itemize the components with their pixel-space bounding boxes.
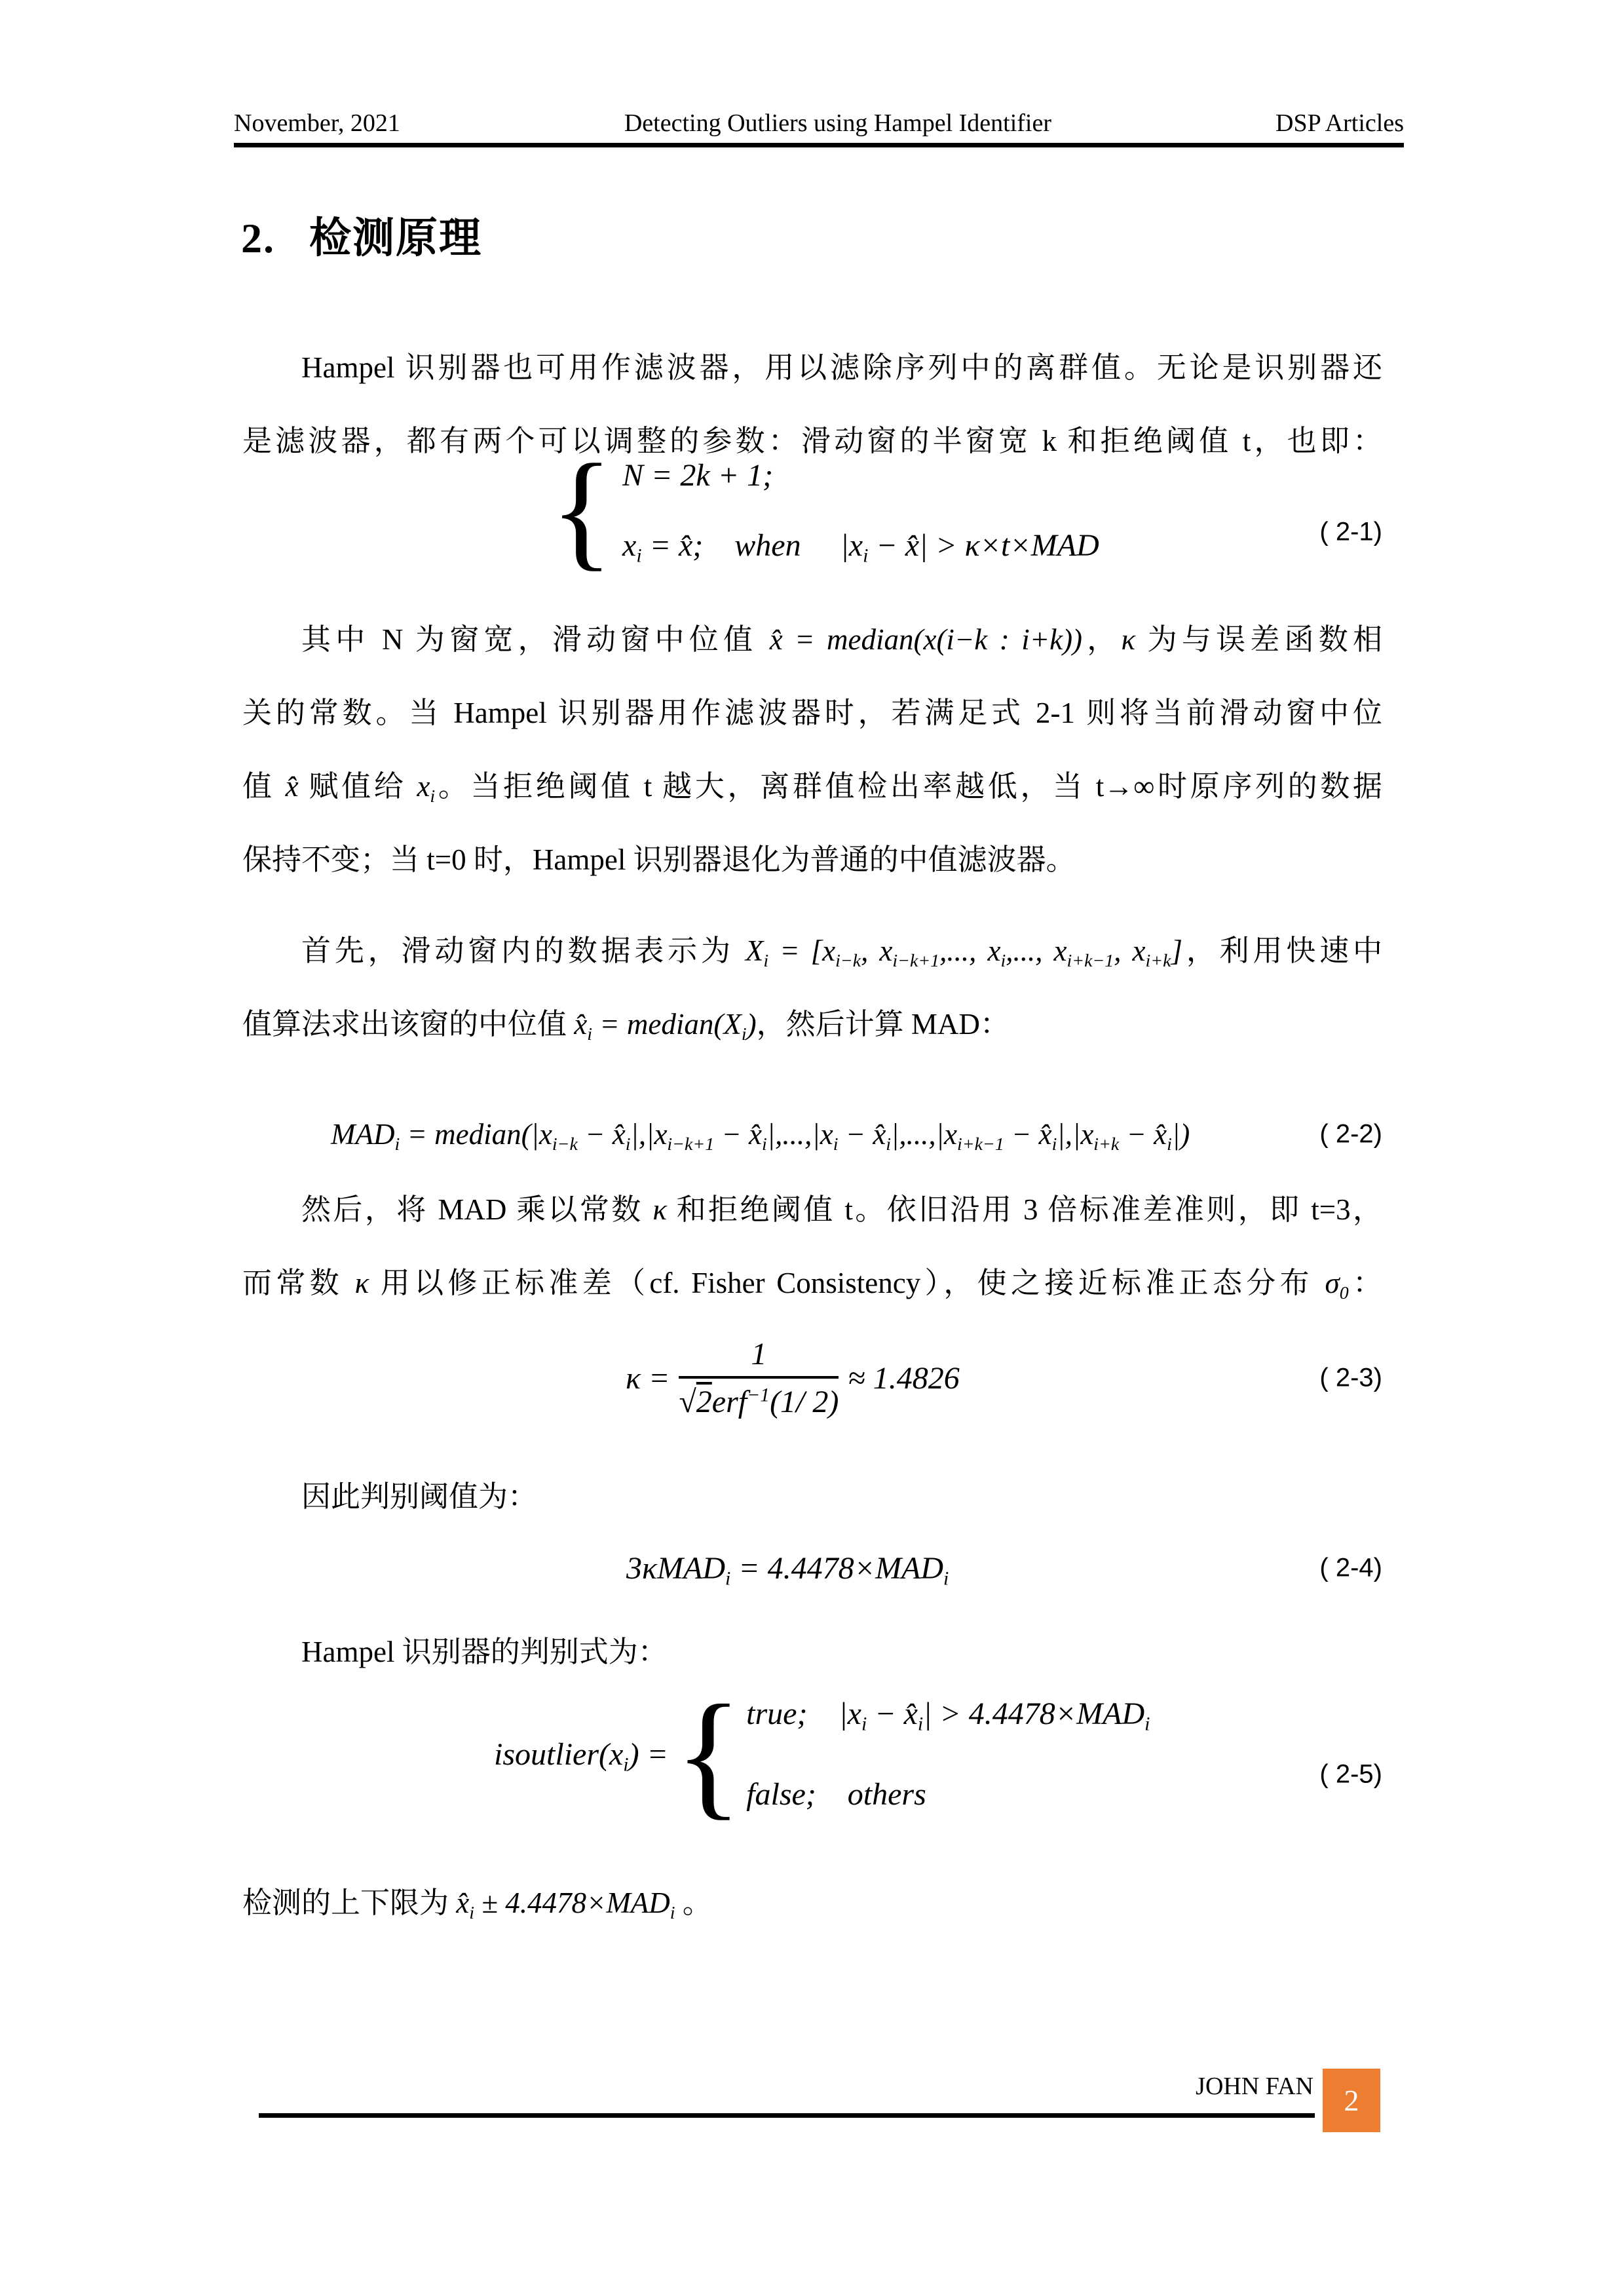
math-run: $\sigma_0$ <box>1325 1267 1349 1303</box>
text-run: 其中 N 为窗宽，滑动窗中位值 <box>301 623 770 656</box>
text-line <box>242 1246 1382 1320</box>
paragraph-2 <box>242 603 1382 896</box>
text-run: 值 <box>242 770 286 803</box>
text-run: 因此判别阈值为： <box>301 1480 538 1513</box>
math-run: κ <box>354 1267 369 1299</box>
equation-line: $MAD_i$ = $median(|x_{i-k}$ − $x̂_i|,|x_{i-k+1}$ − $x̂_i|,...,|x_i$ − $x̂_i|,...,|x_{i+k-1}$ − $x̂_i|,|x_{i+k}$ − $x̂_i|$) <box>331 1118 1190 1155</box>
equation-number: ( 2-4) <box>1319 1553 1382 1582</box>
text-run: 然后，将 MAD 乘以常数 <box>301 1193 653 1226</box>
equation-rhs: ≈ 1.4826 <box>848 1360 960 1396</box>
section-title: 检测原理 <box>309 215 482 261</box>
text-run: 保持不变；当 t=0 时，Hampel 识别器退化为普通的中值滤波器。 <box>242 843 1076 876</box>
text-run: ： <box>1348 1267 1382 1299</box>
section-heading <box>241 204 482 265</box>
equation-2-1-body: { N = 2k + 1; $x_i$ = x̂; when $|x_i$ − x̂| > κ×t×MAD <box>550 438 1099 583</box>
text-line <box>242 750 1382 823</box>
equation-number: ( 2-1) <box>1319 517 1382 546</box>
equation-2-5 <box>242 1675 1382 1853</box>
text-line <box>242 1460 1382 1533</box>
section-number: 2. <box>241 215 275 261</box>
math-run: κ <box>1121 623 1136 656</box>
equation-line: $x_i$ = x̂; when $|x_i$ − x̂| > κ×t×MAD <box>622 528 1099 567</box>
equation-line: true; $|x_i$ − $x̂_i| > 4.4478\times MAD_i$ <box>746 1696 1150 1735</box>
equation-line: N = 2k + 1; <box>622 458 774 493</box>
paragraph-7 <box>242 1866 1382 1940</box>
paragraph-1 <box>242 331 1382 478</box>
text-run: Hampel 识别器也可用作滤波器，用以滤除序列中的离群值。无论是识别器还 <box>301 351 1382 384</box>
math-run: x̂ = median(x(i−k : i+k)) <box>769 623 1083 656</box>
paragraph-3 <box>242 914 1382 1061</box>
footer-author: JOHN FAN <box>1196 2073 1313 2100</box>
text-run: Hampel 识别器的判别式为： <box>301 1636 668 1668</box>
text-run: 用以修正标准差（cf. Fisher Consistency），使之接近标准正态分布 <box>369 1267 1325 1299</box>
math-run: $X_i = [x_{i-k}$, $x_{i-k+1}$,..., $x_i$,..., $x_{i+k-1}$, $x_{i+k}$] <box>745 934 1182 971</box>
text-run: 。 <box>675 1886 712 1919</box>
fraction-numerator: 1 <box>679 1336 839 1379</box>
math-run: x̂ <box>285 770 299 803</box>
header-title: Detecting Outliers using Hampel Identifier <box>624 109 1052 137</box>
equation-line: false; others <box>746 1777 926 1812</box>
page-number: 2 <box>1344 2084 1359 2117</box>
text-run: ，利用快速中 <box>1182 934 1382 967</box>
equation-number: ( 2-2) <box>1319 1119 1382 1149</box>
equation-number: ( 2-5) <box>1319 1759 1382 1789</box>
footer-rule <box>259 2113 1315 2118</box>
math-run: $x̂_i \pm 4.4478\times MAD_i$ <box>456 1886 675 1923</box>
text-run: 值算法求出该窗的中位值 <box>242 1008 575 1041</box>
text-run: 。当拒绝阈值 t 越大，离群值检出率越低，当 t→∞时原序列的数据 <box>435 770 1382 803</box>
fraction-denominator: √2erf$^{-1}$(1/ 2) <box>679 1384 839 1419</box>
equation-line: $3\kappa MAD_i = 4.4478\times MAD_i$ <box>626 1550 949 1590</box>
text-line <box>242 823 1382 896</box>
math-run: κ <box>652 1193 667 1226</box>
text-line <box>242 331 1382 404</box>
text-line <box>242 676 1382 750</box>
text-run: ，然后计算 MAD： <box>756 1008 1010 1041</box>
text-run: 检测的上下限为 <box>242 1886 457 1919</box>
text-line <box>242 603 1382 676</box>
text-run: 为与误差函数相 <box>1135 623 1382 656</box>
text-run: 关的常数。当 Hampel 识别器用作滤波器时，若满足式 2-1 则将当前滑动窗中位 <box>242 697 1382 729</box>
text-run: 是滤波器，都有两个可以调整的参数：滑动窗的半窗宽 k 和拒绝阈值 t，也即： <box>242 425 1382 457</box>
paragraph-5 <box>242 1460 1382 1533</box>
equation-2-5-body: $isoutlier(x_i)$ = { true; $|x_i$ − $x̂_i| > 4.4478\times MAD_i$ false; others <box>494 1675 1150 1832</box>
header-rule <box>234 143 1404 147</box>
text-run: 和拒绝阈值 t。依旧沿用 3 倍标准差准则，即 t=3， <box>666 1193 1382 1226</box>
fraction <box>679 1336 839 1420</box>
paragraph-6 <box>242 1615 1382 1689</box>
text-run: 首先，滑动窗内的数据表示为 <box>301 934 746 967</box>
text-line <box>242 1173 1382 1246</box>
paragraph-4 <box>242 1173 1382 1320</box>
equation-2-2 <box>242 1106 1382 1162</box>
header-publication: DSP Articles <box>1275 109 1404 137</box>
equation-2-4 <box>242 1545 1382 1591</box>
equation-lhs: $isoutlier(x_i)$ = <box>494 1736 668 1776</box>
math-run: $x̂_i$ = $median(X_i)$ <box>574 1008 757 1044</box>
text-line <box>242 1615 1382 1689</box>
text-run: ， <box>1082 623 1122 656</box>
equation-2-3 <box>242 1322 1382 1434</box>
header-date: November, 2021 <box>234 109 400 137</box>
page-number-badge <box>1323 2069 1380 2132</box>
equation-number: ( 2-3) <box>1319 1363 1382 1392</box>
text-line <box>242 1866 1382 1940</box>
math-run: $x_i$ <box>417 770 436 807</box>
text-line <box>242 987 1382 1061</box>
text-run: 而常数 <box>242 1267 355 1299</box>
text-run: 赋值给 <box>298 770 417 803</box>
page-header <box>234 109 1404 138</box>
text-line <box>242 914 1382 987</box>
equation-lhs: κ = <box>626 1360 670 1396</box>
